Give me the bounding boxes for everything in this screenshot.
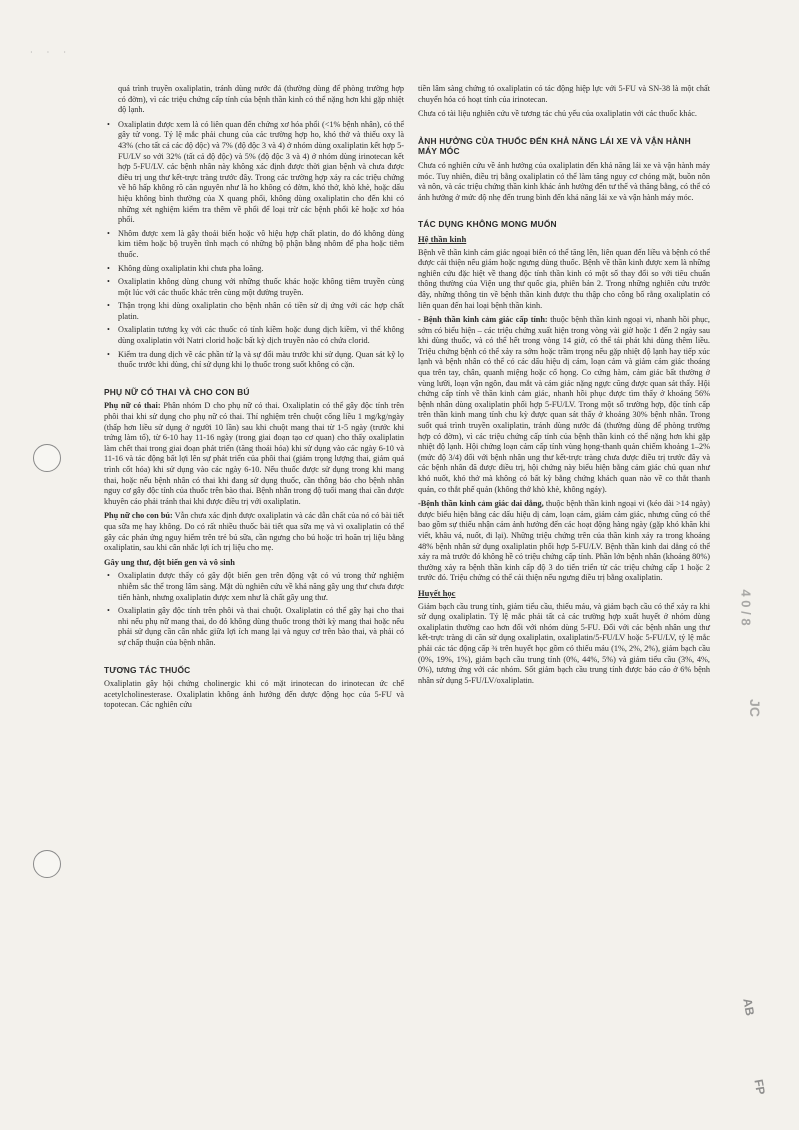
paragraph-text: thuộc bệnh thần kinh ngoại vi, nhanh hồi phục, sớm có biểu hiện – các triệu chứng xuất hiện trong vòng vài giờ hoặc 1 đến 2 ngày sau khi dùng thuốc, và có thể hết trong vòng 14 giờ, có thể tái phát khi dùng thêm liều. Triệu chứng bệnh có thể xảy ra sớm hoặc trầm trọng nếu gặp nhiệt độ lạnh hay tiếp xúc lạnh và bệnh nhân có thể có các dấu hiệu dị cảm, loạn cảm và giảm cảm giác thoáng qua trên tay, chân, quanh miệng hoặc cổ họng. Co cứng hàm, cảm giác bất thường ở vùng lưỡi, loạn vận ngôn, đau mắt và cảm giác nặng ngực cũng được quan sát thấy. Hội chứng cấp tính về thần kinh cảm giác, nhanh hồi phục được tìm thấy ở khoảng 56% bệnh nhân dùng oxaliplatin phối hợp 5-FU/LV. Trong một số trường hợp, độc tính cấp trên thần kinh mang tính chu kỳ được quan sát thấy ở khoảng 30% bệnh nhân. Trong suốt quá trình truyền oxaliplatin, tránh dùng nước đá (thường dùng để phòng trường hợp có đờm), vì các triệu chứng cấp tính của bệnh thần kinh có thể nặng hơn khi gặp nhiệt độ lạnh. Hội chứng loạn cảm cấp tính vùng họng-thanh quản chiếm khoảng 1–2% (mức độ 3/4) đối với bệnh nhân ung thư kết-trực tràng chưa được điều trị trước đây và các bệnh nhân đã được điều trị, hội chứng này biểu hiện bằng cảm giác chủ quan như khó nuốt, khó thở mà không có bất kỳ bằng chứng khách quan nào về co thắt thanh quản, co thắt phế quản (không thở khò khè, không ngáy).: [418, 315, 710, 494]
list-item: • Oxaliplatin được xem là có liên quan đến chứng xơ hóa phổi (<1% bệnh nhân), có thể gây tử vong. Tỷ lệ mắc phải chung của các trường hợp ho, khó thở và thiếu oxy là 43% (cho tất cả các độ độc) và 7% (độ độc 3 và 4) ở nhóm dùng oxaliplatin kết hợp 5-FU/LV so với 32% (tất cả độ độc) và 5% (độ độc 3 và 4) ở nhóm dùng irinotecan kết hợp 5-FU/LV. các bệnh nhân này không xác định được thời gian bệnh và chưa được điều trị ung thư kết-trực tràng trước đây. Trong các trường hợp xảy ra các triệu chứng về hô hấp không rõ căn nguyên như là ho không có đờm, khó thở, khò khè, hoặc dấu hiệu không bình thường của X quang phổi, không dùng oxaliplatin cho đến khi có những xét nghiệm kiểm tra thêm về phổi để loại trừ các bệnh phổi kẽ hoặc xơ hóa phổi.: [118, 120, 404, 226]
paragraph: [104, 401, 404, 507]
subsection-heading: Hệ thần kinh: [418, 233, 467, 244]
bullet-list: [104, 120, 404, 371]
paragraph-text: Vẫn chưa xác định được oxaliplatin và các dẫn chất của nó có bài tiết qua sữa mẹ hay không. Do có rất nhiều thuốc bài tiết qua sữa mẹ và vì oxaliplatin có thể gây các phản ứng nguy hiểm trên trẻ bú sữa, cần ngưng cho bú hoặc trì hoãn trị liệu bằng oxaliplatin, sau khi cân nhắc lợi ích trị liệu cho mẹ.: [104, 511, 404, 553]
punch-hole: [33, 850, 61, 878]
paragraph-lead: Phụ nữ cho con bú:: [104, 511, 173, 521]
list-item: • Oxaliplatin được thấy có gây đột biến gen trên động vật có vú trong thử nghiệm nhiễm sắc thể trong lâm sàng. Mặt dù nghiên cứu về khả năng gây ung thư chưa được tiến hành, nhưng oxaliplatin được xem như là chất gây ung thư.: [118, 571, 404, 603]
paragraph: quá trình truyền oxaliplatin, tránh dùng nước đá (thường dùng để phòng trường hợp có đờm), vì các triệu chứng cấp tính của bệnh thần kinh có thể nặng hơn khi gặp nhiệt độ lạnh.: [118, 84, 404, 115]
list-item: • Thận trọng khi dùng oxaliplatin cho bệnh nhân có tiền sử dị ứng với các hợp chất platin.: [118, 301, 404, 322]
list-item: • Không dùng oxaliplatin khi chưa pha loãng.: [118, 264, 404, 275]
list-item: • Kiểm tra dung dịch về các phần tử lạ và sự đổi màu trước khi sử dụng. Quan sát kỹ lọ thuốc trước khi dùng, chỉ sử dụng khi lọ thuốc trong suốt không có cặn.: [118, 350, 404, 371]
scan-marks: · · ·: [30, 48, 72, 57]
paragraph: [418, 315, 710, 495]
section-heading: TƯƠNG TÁC THUỐC: [104, 664, 191, 675]
section-heading: TÁC DỤNG KHÔNG MONG MUỐN: [418, 219, 557, 230]
list-item: • Oxaliplatin không dùng chung với những thuốc khác hoặc không tiêm truyền cùng một lúc với các thuốc khác trên cùng một đường truyền.: [118, 277, 404, 298]
margin-handwriting: 4 0 / 8: [738, 589, 754, 626]
margin-handwriting: JC: [746, 699, 763, 717]
subsection-heading: Huyết học: [418, 587, 456, 598]
bullet-list: [104, 571, 404, 648]
paragraph: tiền lâm sàng chứng tỏ oxaliplatin có tác động hiệp lực với 5-FU và SN-38 là một chất chuyển hóa có hoạt tính của irinotecan.: [418, 84, 710, 104]
section-heading: PHỤ NỮ CÓ THAI VÀ CHO CON BÚ: [104, 386, 250, 397]
paragraph-lead: - Bệnh thần kinh cảm giác cấp tính:: [418, 315, 548, 325]
paragraph-lead: -Bệnh thần kinh cảm giác dai dẳng,: [418, 499, 544, 509]
paragraph: Giảm bạch cầu trung tính, giảm tiểu cầu, thiếu máu, và giảm bạch cầu có thể xảy ra khi sử dụng oxaliplatin. Tỷ lệ mắc phải tất cả các trường hợp xuất huyết ở nhóm dùng oxaliplatin thường cao hơn đối với nhóm dùng 5-FU. Đối với các bệnh nhân ung thư kết-trực tràng di căn sử dụng oxaliplatin, oxaliplatin/5-FU/LV hoặc 5-FU/LV, tỷ lệ mắc phải các tác động cấp ¾ trên huyết học gồm có thiếu máu (1%, 2%, 2%), giảm bạch cầu (0%, 19%, 1%), giảm bạch cầu trung tính (0%, 44%, 5%) và giảm tiểu cầu (3%, 4%, 0%), tương ứng với các nhóm. Sốt giảm bạch cầu trung tính được báo cáo ở 6% bệnh nhân sử dụng 5-FU/LV/oxaliplatin.: [418, 601, 710, 685]
paragraph: Oxaliplatin gây hội chứng cholinergic khi có mặt irinotecan do irinotecan ức chế acetylcholinesterase. Oxaliplatin không ảnh hưởng đến dược động học của 5-FU và topotecan. Các nghiên cứu: [104, 679, 404, 710]
margin-stamp: FP: [751, 1078, 768, 1096]
right-column: [418, 84, 710, 690]
paragraph: Bệnh về thần kinh cảm giác ngoại biên có thể tăng lên, liên quan đến liều và bệnh có thể được cải thiện nếu giảm hoặc ngưng dùng thuốc. Bệnh về thần kinh được xem là những nghiên cứu đặc hiệt về thang độc tính thần kinh có một số thay đổi so với tiêu chuẩn thông thường của Viện ung thư quốc gia, phiên bản 2. Trong những nghiên cứu trước đây, những thông tin về bệnh thần kinh được thu thập cho công bố rằng oxaliplatin có liên quan đến hai loại bệnh thần kinh.: [418, 247, 710, 310]
paragraph: Chưa có nghiên cứu về ảnh hưởng của oxaliplatin đến khả năng lái xe và vận hành máy móc. Tuy nhiên, điều trị bằng oxaliplatin có thể làm tăng nguy cơ chóng mặt, buồn nôn và nôn, và các triệu chứng thần kinh khác ảnh hưởng đến tư thế và thăng bằng, có thể có ảnh hưởng ở mức độ nhẹ đến trung bình đến khả năng lái xe và vận hành máy móc.: [418, 160, 710, 202]
paragraph-lead: Phụ nữ có thai:: [104, 401, 161, 411]
section-heading: ẢNH HƯỞNG CỦA THUỐC ĐẾN KHẢ NĂNG LÁI XE VÀ VẬN HÀNH MÁY MÓC: [418, 135, 691, 157]
punch-hole: [33, 444, 61, 472]
paragraph-text: thuộc bệnh thần kinh ngoại vi (kéo dài >14 ngày) được biểu hiện bằng các dấu hiệu dị cảm, loạn cảm, giảm cảm giác, nhưng cũng có thể bao gồm sự thiếu nhận cảm ảnh hưởng đến các hoạt động hàng ngày (gặp khó khăn khi viết, khâu vá, nuốt, đi lại). Những triệu chứng trên của thần kinh xảy ra trong khoảng 48% bệnh nhân sử dụng oxaliplatin phối hợp 5-FU/LV. Bệnh thần kinh dai dẳng có thể xảy ra mà trước đó không hề có triệu chứng cấp tính. Phần lớn bệnh nhân (khoảng 80%) thường xảy ra bệnh thần kinh cấp độ 3 do tiến triển từ các triệu chứng cấp 1 hoặc 2 trước đó. Triệu chứng có thể cải thiện nếu ngưng điều trị bằng oxaliplatin.: [418, 499, 710, 583]
paragraph: [104, 511, 404, 553]
margin-stamp: AB: [740, 997, 758, 1017]
subsection-heading: Gây ung thư, đột biến gen và vô sinh: [104, 557, 235, 567]
paragraph: [418, 499, 710, 584]
paragraph-text: Phân nhóm D cho phụ nữ có thai. Oxaliplatin có thể gây độc tính trên phôi thai khi sử dụng cho phụ nữ có thai. Thí nghiệm trên chuột cống liều 1 mg/kg/ngày (thấp hơn liều sử dụng ở người 10 lần) sau khi chuột mang thai từ 1-5 ngày (trước khi trứng làm tổ), từ 6-10 hay 11-16 ngày (trong giai đoạn tạo cơ quan) cho thấy oxaliplatin làm chết thai trong giai đoạn phát triển (tăng thoái hóa) khi sử dụng vào các ngày 6-10 và 11-16 và tác động bất lợi lên sự phát triển của phôi thai (giảm trọng lượng thai, giảm quá trình cốt hóa) khi sử dụng vào các ngày 6-10. Nếu thuốc được sử dụng trong khi mang thai, hoặc nếu bệnh nhân có thai khi đang sử dụng thuốc, cần thông báo cho bệnh nhân nguy cơ gây độc tính của thuốc trên bào thai. Bệnh nhân trong độ tuổi mang thai cần được khuyên cáo phải tránh thai khi được điều trị với oxaliplatin.: [104, 401, 405, 506]
paragraph: Chưa có tài liệu nghiên cứu về tương tác chủ yếu của oxaliplatin với các thuốc khác.: [418, 109, 697, 119]
list-item: • Oxaliplatin gây độc tính trên phôi và thai chuột. Oxaliplatin có thể gây hại cho thai nhi nếu phụ nữ mang thai, do đó không dùng thuốc trong thời kỳ mang thai hoặc nếu phải sử dụng cần cân nhắc giữa lợi ích mang lại và nguy cơ trên bào thai, và phải có sự chấp thuận của bệnh nhân.: [118, 606, 404, 648]
list-item: • Oxaliplatin tương kỵ với các thuốc có tính kiềm hoặc dung dịch kiềm, vì thế không dùng oxaliplatin với Natri clorid hoặc bất kỳ dịch truyền nào có chứa clorid.: [118, 325, 404, 346]
left-column: [104, 84, 404, 715]
list-item: • Nhôm được xem là gây thoái biến hoặc vô hiệu hợp chất platin, do đó không dùng kim tiêm hoặc bộ truyền tĩnh mạch có những bộ phận bằng nhôm để pha hoặc tiêm thuốc.: [118, 229, 404, 261]
